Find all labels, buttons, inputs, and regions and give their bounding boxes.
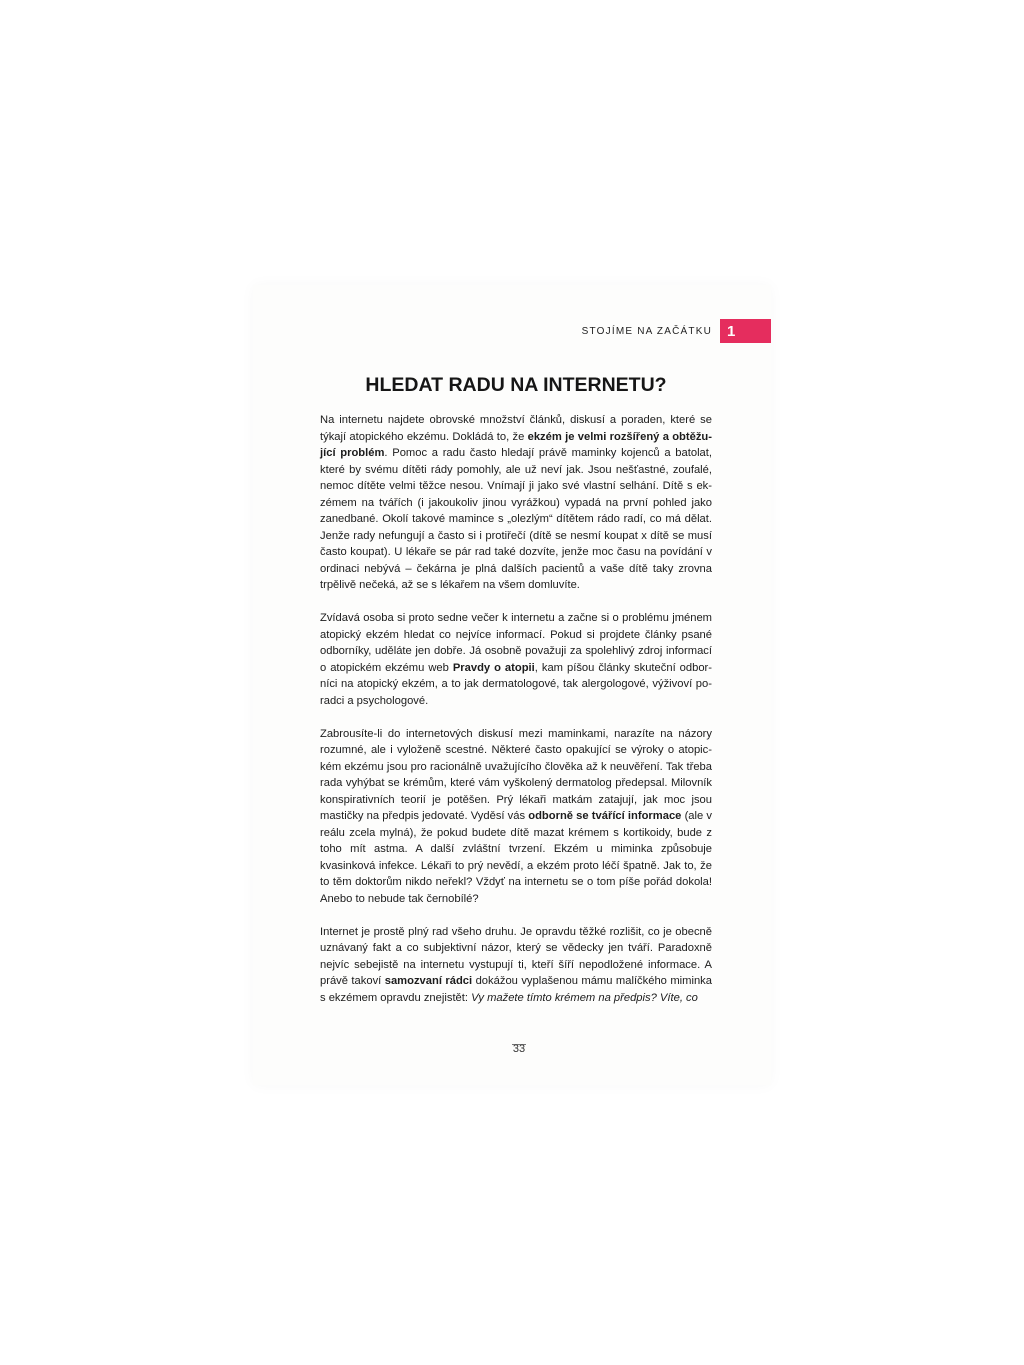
text-run: Zvídavá osoba si proto sedne večer k internetu a začne si o problému jménem atopický ekzém hledat co nejvíce informací. Pokud si projdete články psané odborníky, uděláte jen dobře. Já osobně považuji za spolehlivý zdroj informací o atopickém ekzému web [320, 612, 712, 674]
bold-phrase: Pravdy o atopii [452, 661, 535, 674]
chapter-number-badge: 1 [720, 319, 771, 343]
section-heading: HLEDAT RADU NA INTERNETU? [365, 374, 667, 396]
bold-phrase: samozvaní rádci [384, 975, 473, 987]
paragraph [320, 412, 712, 594]
bold-phrase: odborně se tvářící informace [528, 810, 682, 822]
running-head [582, 319, 771, 343]
text-run: , kam píšou články skuteční odborníci na atopický ekzém, a to jak dermatologové, tak alergologové, výživoví poradci a psychologové. [320, 661, 713, 707]
text-run: . Pomoc a radu často hledají právě maminky kojenců a batolat, které by svému dítěti rády pomohly, ale už neví jak. Jsou nešťastné, zoufalé, nemoc dítěte velmi těžce nesou. Vnímají ji jako své vlastní selhání. Dítě s ekzémem na tvářích (i jakoukoliv jinou vyrážkou) vypadá na první pohled jako zanedbané. Okolí takové mamince s „olezlým“ dítětem rádo radí, co má dělat. Jenže rady nefungují a často si i protiřečí (dítě se nesmí koupat x dítě se musí často koupat). U lékaře se pár rad také dozvíte, jenže moc času na povídání v ordinaci nebývá – čekárna je plná dalších pacientů a vaše dítě taky zrovna trpělivě nečeká, až se s lékařem na všem domluvíte. [320, 447, 712, 591]
text-run: Zabrousíte-li do internetových diskusí mezi maminkami, narazíte na názory rozumné, ale i vyloženě scestné. Některé často opakující se výroky o atopickém ekzému jsou pro racionálně uvažujícího člověka až k neuvěření. Tak třeba rada vyhýbat se krémům, které vám vyškolený dermatolog předepsal. Milovník konspirativních teorií je potěšen. Prý lékaři matkám zatajují, jak moc jsou mastičky na předpis jedovaté. Vyděsí vás [320, 727, 712, 822]
paragraph [320, 726, 712, 908]
bold-phrase: ekzém je velmi rozšířený a obtěžující problém [320, 430, 712, 459]
paragraph [320, 924, 712, 1007]
chapter-title: STOJÍME NA ZAČÁTKU [581, 325, 712, 337]
text-run: Internet je prostě plný rad všeho druhu. Je opravdu těžké rozlišit, co je obecně uznávaný fakt a co subjektivní názor, který se vědecky jen tváří. Paradoxně nejvíc sebejistě na internetu vystupují ti, kteří šíří nepodložené informace. A právě takoví [320, 925, 712, 987]
text-run: Na internetu najdete obrovské množství článků, diskusí a poraden, které se týkají atopického ekzému. Dokládá to, že [320, 414, 712, 443]
paragraph [320, 610, 712, 709]
body-text [320, 412, 712, 1023]
text-run: (ale v reálu zcela mylná), že pokud budete dítě mazat krémem s kortikoidy, bude z toho mít astma. A další zvláštní tvrzení. Ekzém u miminka způsobuje kvasinková infekce. Lékaři to prý nevědí, a ekzém proto léčí špatně. Jak to, že to těm doktorům nikdo neřekl? Vždyť na internetu se o tom píše pořád dokola! Anebo to nebude tak černobílé? [320, 810, 712, 905]
page-number: 33 [512, 1043, 526, 1055]
text-run: dokážou vyplašenou mámu malíčkého miminka s ekzémem opravdu znejistět: [320, 975, 712, 1004]
italic-phrase: Vy mažete tímto krémem na předpis? Víte, co [471, 991, 698, 1004]
